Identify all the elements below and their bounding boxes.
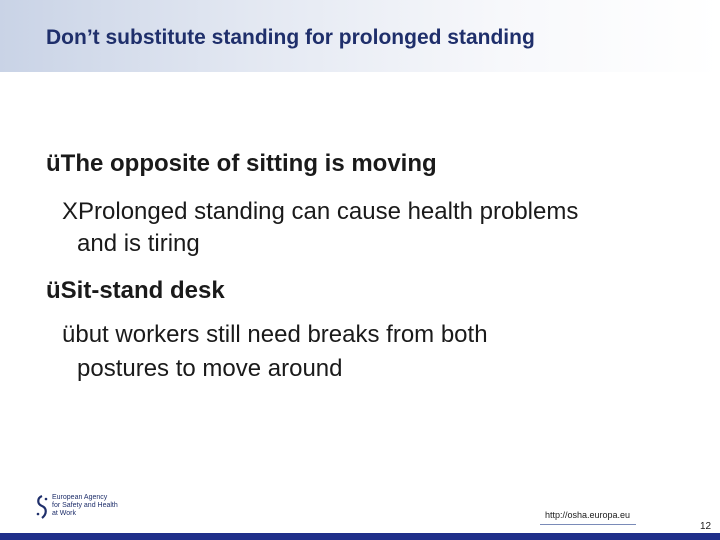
bullet-4-line-1: but workers still need breaks from both — [75, 321, 488, 348]
bullet-1-text: The opposite of sitting is moving — [60, 150, 437, 177]
check-icon: ü — [62, 321, 76, 348]
bullet-2-line-2: and is tiring — [77, 230, 200, 257]
bullet-4 — [62, 321, 488, 349]
bullet-2-line-1: Prolonged standing can cause health problems — [78, 198, 579, 225]
bullet-2 — [62, 198, 578, 226]
bottom-bar — [0, 533, 720, 540]
slide-title: Don’t substitute standing for prolonged standing — [46, 26, 535, 49]
agency-emblem-icon — [34, 494, 50, 520]
eu-osha-logo — [34, 492, 134, 522]
footer-url[interactable]: http://osha.europa.eu — [545, 510, 631, 520]
bullet-3 — [46, 277, 225, 305]
cross-icon: X — [62, 198, 79, 225]
bullet-4-line-2: postures to move around — [77, 355, 343, 382]
check-icon: ü — [46, 150, 61, 177]
logo-text: European Agency for Safety and Health at Work — [52, 494, 118, 517]
bullet-3-text: Sit-stand desk — [60, 277, 225, 304]
page-number: 12 — [700, 521, 712, 532]
check-icon: ü — [46, 277, 61, 304]
bullet-1 — [46, 150, 437, 178]
url-underline — [540, 524, 636, 525]
